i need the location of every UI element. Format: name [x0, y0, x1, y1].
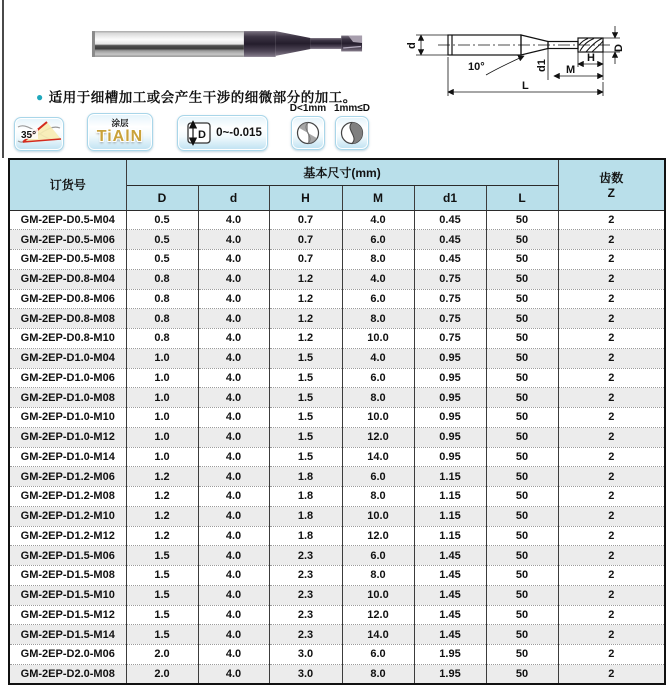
value-cell: 1.5: [269, 447, 342, 467]
label-cut-diameter: D: [613, 44, 625, 52]
value-cell: 6.0: [342, 645, 414, 665]
value-cell: 0.75: [414, 329, 486, 349]
value-cell: 12.0: [342, 526, 414, 546]
header-dim-d: d: [198, 185, 269, 210]
table-row: [9, 546, 665, 566]
tolerance-dim-letter: D: [198, 129, 207, 141]
order-no-cell: GM-2EP-D0.8-M06: [9, 289, 126, 309]
value-cell: 4.0: [198, 664, 269, 684]
value-cell: 4.0: [198, 487, 269, 507]
value-cell: 2: [558, 250, 665, 270]
order-no-cell: GM-2EP-D0.8-M04: [9, 269, 126, 289]
intro-text: 适用于细槽加工或会产生干涉的细微部分的加工。: [48, 90, 357, 105]
value-cell: 2: [558, 625, 665, 645]
value-cell: 50: [486, 487, 558, 507]
value-cell: 10.0: [342, 506, 414, 526]
value-cell: 2: [558, 269, 665, 289]
value-cell: 0.75: [414, 269, 486, 289]
value-cell: 2: [558, 566, 665, 586]
value-cell: 1.2: [269, 289, 342, 309]
value-cell: 2: [558, 546, 665, 566]
value-cell: 0.95: [414, 348, 486, 368]
value-cell: 4.0: [198, 625, 269, 645]
table-row: [9, 388, 665, 408]
value-cell: 50: [486, 269, 558, 289]
table-row: [9, 526, 665, 546]
order-no-cell: GM-2EP-D0.5-M08: [9, 250, 126, 270]
value-cell: 50: [486, 230, 558, 250]
value-cell: 50: [486, 388, 558, 408]
value-cell: 6.0: [342, 467, 414, 487]
label-shank-diameter: d: [406, 42, 418, 49]
flute-section-small-icon: [291, 116, 325, 150]
order-no-cell: GM-2EP-D1.0-M14: [9, 447, 126, 467]
value-cell: 8.0: [342, 309, 414, 329]
tolerance-value: 0~-0.015: [216, 127, 262, 139]
value-cell: 8.0: [342, 487, 414, 507]
value-cell: 2.3: [269, 585, 342, 605]
value-cell: 50: [486, 427, 558, 447]
value-cell: 0.8: [126, 329, 198, 349]
order-no-cell: GM-2EP-D1.5-M12: [9, 605, 126, 625]
value-cell: 4.0: [198, 388, 269, 408]
value-cell: 50: [486, 566, 558, 586]
value-cell: 2: [558, 664, 665, 684]
flute-large-caption: 1mm≤D: [333, 103, 371, 114]
value-cell: 12.0: [342, 605, 414, 625]
value-cell: 4.0: [198, 467, 269, 487]
value-cell: 2: [558, 289, 665, 309]
value-cell: 4.0: [198, 566, 269, 586]
value-cell: 3.0: [269, 664, 342, 684]
value-cell: 1.5: [269, 368, 342, 388]
value-cell: 0.8: [126, 309, 198, 329]
header-dim-D: D: [126, 185, 198, 210]
value-cell: 1.5: [126, 605, 198, 625]
order-no-cell: GM-2EP-D0.5-M04: [9, 210, 126, 230]
value-cell: 1.0: [126, 388, 198, 408]
value-cell: 6.0: [342, 368, 414, 388]
value-cell: 1.95: [414, 645, 486, 665]
coating-name: TiAlN: [96, 128, 144, 145]
value-cell: 50: [486, 625, 558, 645]
order-no-cell: GM-2EP-D1.0-M08: [9, 388, 126, 408]
order-no-cell: GM-2EP-D1.5-M14: [9, 625, 126, 645]
value-cell: 2: [558, 388, 665, 408]
value-cell: 4.0: [198, 329, 269, 349]
value-cell: 0.8: [126, 289, 198, 309]
value-cell: 1.2: [126, 526, 198, 546]
value-cell: 10.0: [342, 329, 414, 349]
value-cell: 1.2: [126, 467, 198, 487]
value-cell: 4.0: [198, 368, 269, 388]
order-no-cell: GM-2EP-D0.8-M10: [9, 329, 126, 349]
order-no-cell: GM-2EP-D2.0-M06: [9, 645, 126, 665]
coating-icon: [87, 113, 153, 151]
value-cell: 1.45: [414, 546, 486, 566]
tool-shank: [92, 31, 244, 57]
value-cell: 14.0: [342, 447, 414, 467]
value-cell: 1.0: [126, 408, 198, 428]
value-cell: 6.0: [342, 289, 414, 309]
value-cell: 1.45: [414, 585, 486, 605]
value-cell: 0.45: [414, 210, 486, 230]
value-cell: 1.15: [414, 487, 486, 507]
value-cell: 2.0: [126, 645, 198, 665]
value-cell: 50: [486, 309, 558, 329]
value-cell: 50: [486, 506, 558, 526]
order-no-cell: GM-2EP-D1.5-M08: [9, 566, 126, 586]
value-cell: 50: [486, 408, 558, 428]
value-cell: 4.0: [198, 546, 269, 566]
flute-small-caption: D<1mm: [289, 103, 327, 114]
value-cell: 2.3: [269, 625, 342, 645]
table-row: [9, 348, 665, 368]
value-cell: 14.0: [342, 625, 414, 645]
page-edge-line: [2, 0, 4, 158]
value-cell: 2: [558, 605, 665, 625]
value-cell: 4.0: [198, 427, 269, 447]
label-overall-length: L: [522, 80, 529, 92]
value-cell: 4.0: [198, 645, 269, 665]
tolerance-icon: [177, 115, 268, 151]
tool-neck: [310, 38, 341, 49]
value-cell: 50: [486, 645, 558, 665]
value-cell: 0.7: [269, 210, 342, 230]
value-cell: 1.2: [269, 329, 342, 349]
value-cell: 0.95: [414, 368, 486, 388]
order-no-cell: GM-2EP-D1.5-M10: [9, 585, 126, 605]
order-no-cell: GM-2EP-D0.5-M06: [9, 230, 126, 250]
helix-flute-graphic: [16, 119, 62, 149]
table-row: [9, 250, 665, 270]
value-cell: 4.0: [198, 526, 269, 546]
teeth-symbol: Z: [607, 186, 615, 201]
order-no-cell: GM-2EP-D1.0-M06: [9, 368, 126, 388]
value-cell: 0.45: [414, 250, 486, 270]
value-cell: 0.7: [269, 230, 342, 250]
value-cell: 50: [486, 329, 558, 349]
label-neck-length: M: [566, 64, 576, 76]
spec-table: [8, 158, 666, 685]
value-cell: 8.0: [342, 664, 414, 684]
value-cell: 1.5: [126, 546, 198, 566]
value-cell: 0.95: [414, 388, 486, 408]
value-cell: 0.95: [414, 408, 486, 428]
table-row: [9, 309, 665, 329]
order-no-cell: GM-2EP-D2.0-M08: [9, 664, 126, 684]
value-cell: 8.0: [342, 250, 414, 270]
value-cell: 2: [558, 487, 665, 507]
value-cell: 4.0: [198, 210, 269, 230]
header-dim-L: L: [486, 185, 558, 210]
order-no-cell: GM-2EP-D1.2-M12: [9, 526, 126, 546]
value-cell: 4.0: [198, 408, 269, 428]
value-cell: 50: [486, 250, 558, 270]
value-cell: 4.0: [198, 506, 269, 526]
value-cell: 4.0: [198, 585, 269, 605]
table-row: [9, 210, 665, 230]
value-cell: 0.5: [126, 250, 198, 270]
value-cell: 2.3: [269, 605, 342, 625]
table-row: [9, 566, 665, 586]
order-no-cell: GM-2EP-D1.0-M04: [9, 348, 126, 368]
value-cell: 1.15: [414, 467, 486, 487]
helix-angle-value: 35°: [21, 130, 37, 141]
value-cell: 2: [558, 368, 665, 388]
header-order-no: 订货号: [9, 159, 126, 210]
value-cell: 4.0: [198, 269, 269, 289]
value-cell: 50: [486, 664, 558, 684]
value-cell: 10.0: [342, 408, 414, 428]
value-cell: 50: [486, 467, 558, 487]
value-cell: 1.95: [414, 664, 486, 684]
table-row: [9, 427, 665, 447]
order-no-cell: GM-2EP-D1.2-M08: [9, 487, 126, 507]
table-row: [9, 487, 665, 507]
value-cell: 8.0: [342, 566, 414, 586]
value-cell: 1.2: [269, 309, 342, 329]
value-cell: 2: [558, 348, 665, 368]
order-no-cell: GM-2EP-D1.2-M06: [9, 467, 126, 487]
value-cell: 2: [558, 467, 665, 487]
value-cell: 0.75: [414, 289, 486, 309]
value-cell: 8.0: [342, 388, 414, 408]
value-cell: 2: [558, 427, 665, 447]
value-cell: 1.5: [269, 348, 342, 368]
helix-angle-icon: [14, 117, 64, 151]
value-cell: 0.5: [126, 230, 198, 250]
value-cell: 2: [558, 645, 665, 665]
value-cell: 50: [486, 585, 558, 605]
value-cell: 0.7: [269, 250, 342, 270]
value-cell: 1.5: [126, 566, 198, 586]
header-dim-d1: d1: [414, 185, 486, 210]
value-cell: 50: [486, 348, 558, 368]
value-cell: 50: [486, 526, 558, 546]
value-cell: 1.5: [126, 585, 198, 605]
value-cell: 6.0: [342, 230, 414, 250]
value-cell: 2: [558, 506, 665, 526]
table-row: [9, 625, 665, 645]
value-cell: 1.8: [269, 487, 342, 507]
product-photo: [90, 30, 368, 58]
value-cell: 1.8: [269, 506, 342, 526]
value-cell: 50: [486, 546, 558, 566]
tool-collar: [244, 31, 276, 57]
order-no-cell: GM-2EP-D0.8-M08: [9, 309, 126, 329]
value-cell: 2: [558, 526, 665, 546]
coating-title: 涂层: [111, 118, 129, 128]
value-cell: 1.0: [126, 348, 198, 368]
table-body: [9, 210, 665, 684]
value-cell: 0.95: [414, 427, 486, 447]
value-cell: 1.2: [126, 506, 198, 526]
value-cell: 6.0: [342, 546, 414, 566]
table-row: [9, 506, 665, 526]
value-cell: 1.45: [414, 605, 486, 625]
value-cell: 1.0: [126, 427, 198, 447]
value-cell: 2: [558, 309, 665, 329]
value-cell: 1.15: [414, 526, 486, 546]
value-cell: 50: [486, 210, 558, 230]
table-row: [9, 467, 665, 487]
value-cell: 2: [558, 329, 665, 349]
value-cell: 1.5: [269, 408, 342, 428]
value-cell: 4.0: [198, 348, 269, 368]
value-cell: 2: [558, 230, 665, 250]
table-row: [9, 230, 665, 250]
value-cell: 2: [558, 210, 665, 230]
table-row: [9, 329, 665, 349]
value-cell: 4.0: [198, 447, 269, 467]
value-cell: 0.8: [126, 269, 198, 289]
value-cell: 50: [486, 447, 558, 467]
value-cell: 1.2: [269, 269, 342, 289]
value-cell: 1.2: [126, 487, 198, 507]
table-row: [9, 645, 665, 665]
value-cell: 4.0: [198, 230, 269, 250]
table-row: [9, 368, 665, 388]
value-cell: 2.0: [126, 664, 198, 684]
value-cell: 4.0: [198, 605, 269, 625]
table-row: [9, 585, 665, 605]
value-cell: 0.5: [126, 210, 198, 230]
value-cell: 1.15: [414, 506, 486, 526]
label-neck-diameter: d1: [536, 59, 548, 72]
value-cell: 2.3: [269, 546, 342, 566]
value-cell: 1.0: [126, 447, 198, 467]
value-cell: 50: [486, 605, 558, 625]
header-dim-M: M: [342, 185, 414, 210]
table-row: [9, 269, 665, 289]
order-no-cell: GM-2EP-D1.0-M12: [9, 427, 126, 447]
header-basic-dims: 基本尺寸(mm): [126, 159, 558, 185]
value-cell: 4.0: [342, 269, 414, 289]
value-cell: 1.0: [126, 368, 198, 388]
order-no-cell: GM-2EP-D1.0-M10: [9, 408, 126, 428]
table-row: [9, 605, 665, 625]
value-cell: 10.0: [342, 585, 414, 605]
header-dim-H: H: [269, 185, 342, 210]
table-row: [9, 664, 665, 684]
teeth-label: 齿数: [599, 171, 624, 186]
value-cell: 4.0: [342, 348, 414, 368]
value-cell: 4.0: [198, 250, 269, 270]
value-cell: 1.8: [269, 467, 342, 487]
value-cell: 1.45: [414, 566, 486, 586]
order-no-cell: GM-2EP-D1.2-M10: [9, 506, 126, 526]
tolerance-d-graphic: [183, 119, 213, 147]
order-no-cell: GM-2EP-D1.5-M06: [9, 546, 126, 566]
label-taper-angle: 10°: [468, 61, 485, 73]
tool-taper: [276, 31, 311, 56]
value-cell: 1.5: [126, 625, 198, 645]
value-cell: 4.0: [342, 210, 414, 230]
value-cell: 50: [486, 289, 558, 309]
value-cell: 2.3: [269, 566, 342, 586]
value-cell: 1.5: [269, 388, 342, 408]
table-row: [9, 447, 665, 467]
table-row: [9, 289, 665, 309]
value-cell: 1.5: [269, 427, 342, 447]
table-row: [9, 408, 665, 428]
label-flute-length: H: [587, 52, 595, 64]
value-cell: 4.0: [198, 309, 269, 329]
value-cell: 4.0: [198, 289, 269, 309]
value-cell: 50: [486, 368, 558, 388]
value-cell: 1.8: [269, 526, 342, 546]
dimension-drawing: [406, 8, 668, 102]
value-cell: 2: [558, 585, 665, 605]
value-cell: 1.45: [414, 625, 486, 645]
bullet-icon: ●: [36, 90, 44, 104]
value-cell: 12.0: [342, 427, 414, 447]
value-cell: 2: [558, 447, 665, 467]
value-cell: 3.0: [269, 645, 342, 665]
value-cell: 0.45: [414, 230, 486, 250]
flute-section-large-icon: [335, 116, 369, 150]
value-cell: 2: [558, 408, 665, 428]
value-cell: 0.95: [414, 447, 486, 467]
value-cell: 0.75: [414, 309, 486, 329]
header-teeth: [558, 159, 665, 210]
